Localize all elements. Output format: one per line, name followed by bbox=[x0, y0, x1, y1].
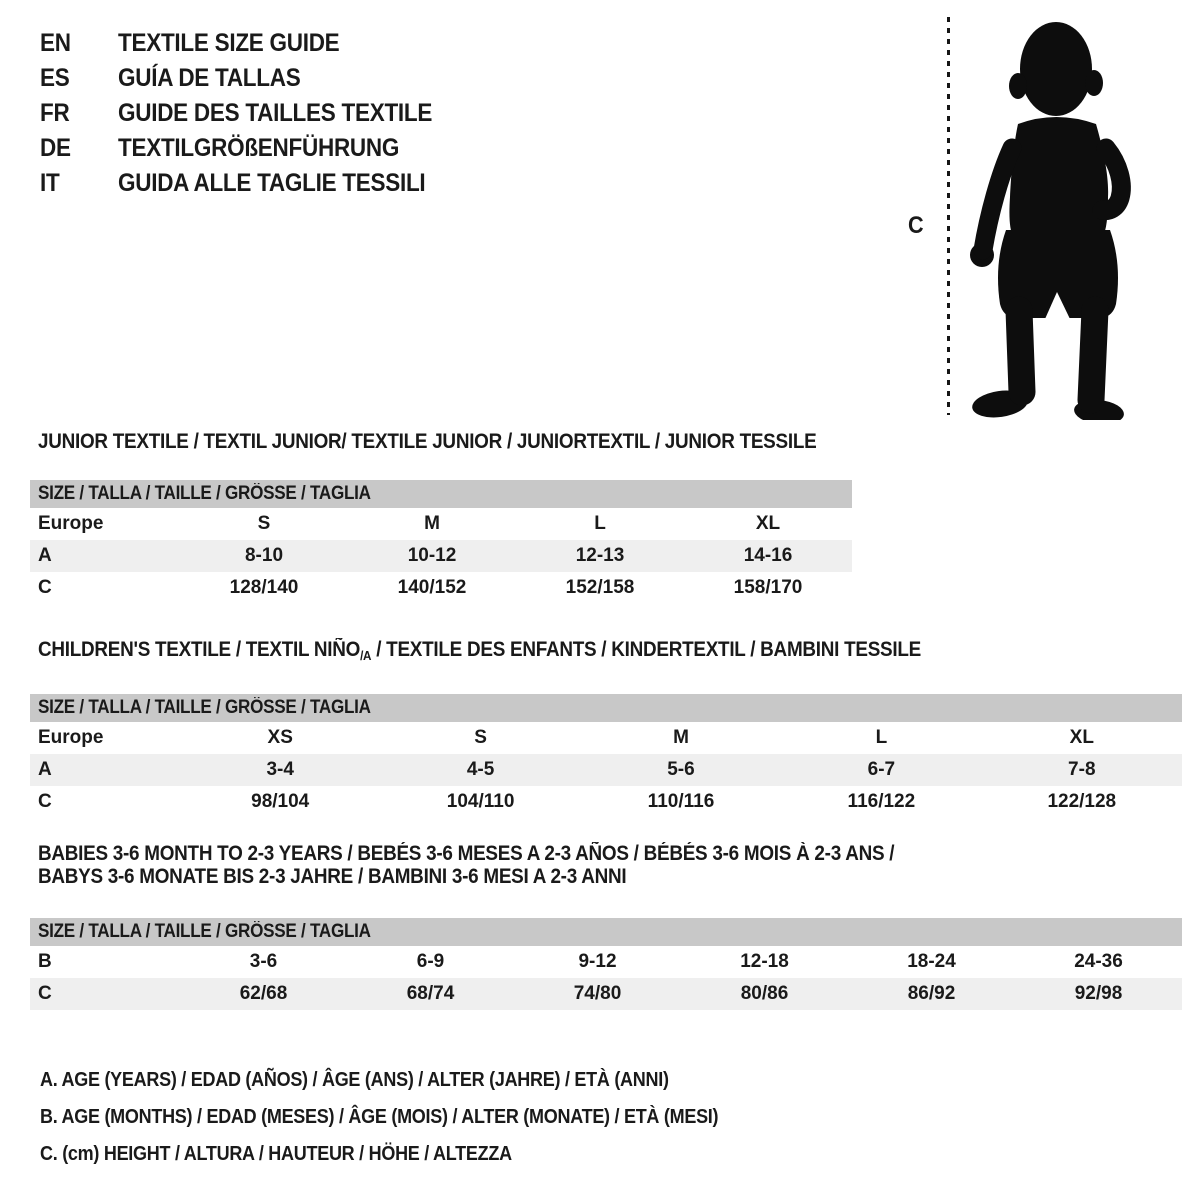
table-cell: 24-36 bbox=[1074, 951, 1123, 972]
section-children-textile bbox=[30, 638, 1182, 818]
size-header-label: SIZE / TALLA / TAILLE / GRÖSSE / TAGLIA bbox=[38, 921, 371, 942]
table-cell: 80/86 bbox=[740, 983, 789, 1004]
size-header-bar bbox=[30, 694, 1182, 722]
language-row-es bbox=[40, 61, 467, 96]
legend bbox=[40, 1062, 794, 1173]
size-header-bar bbox=[30, 480, 852, 508]
table-cell: 6-9 bbox=[416, 951, 445, 972]
table-row bbox=[30, 786, 1182, 818]
table-row bbox=[30, 946, 1182, 978]
table-cell: 128/140 bbox=[229, 577, 299, 598]
language-list bbox=[40, 26, 467, 201]
language-code: DE bbox=[40, 134, 71, 162]
table-row bbox=[30, 540, 852, 572]
section-heading-line1: BABIES 3-6 MONTH TO 2-3 YEARS / BEBÉS 3-6 MESES A 2-3 AÑOS / BÉBÉS 3-6 MOIS À 2-3 ANS / bbox=[38, 842, 895, 865]
table-cell: 12-13 bbox=[575, 545, 625, 566]
table-cell: 140/152 bbox=[397, 577, 467, 598]
table-cell: 158/170 bbox=[733, 577, 803, 598]
table-cell: L bbox=[875, 727, 888, 748]
table-cell: 12-18 bbox=[740, 951, 789, 972]
children-size-table bbox=[30, 722, 1182, 818]
table-cell: 122/128 bbox=[1047, 791, 1117, 812]
legend-line-c: C. (cm) HEIGHT / ALTURA / HAUTEUR / HÖHE / ALTEZZA bbox=[40, 1143, 512, 1165]
table-row bbox=[30, 722, 1182, 754]
table-cell: 5-6 bbox=[667, 759, 695, 780]
section-babies-textile bbox=[30, 842, 1182, 1010]
section-junior-textile bbox=[30, 430, 852, 604]
table-cell: 6-7 bbox=[867, 759, 896, 780]
table-cell: 14-16 bbox=[743, 545, 793, 566]
section-heading: CHILDREN'S TEXTILE / TEXTIL NIÑO/A / TEXTILE DES ENFANTS / KINDERTEXTIL / BAMBINI TESSILE bbox=[38, 638, 921, 663]
language-title: TEXTILGRÖßENFÜHRUNG bbox=[118, 134, 400, 162]
section-heading: JUNIOR TEXTILE / TEXTIL JUNIOR/ TEXTILE JUNIOR / JUNIORTEXTIL / JUNIOR TESSILE bbox=[38, 430, 817, 453]
babies-size-table bbox=[30, 946, 1182, 1010]
language-code: FR bbox=[40, 99, 70, 127]
table-cell: 3-6 bbox=[249, 951, 278, 972]
toddler-silhouette-icon bbox=[958, 12, 1158, 420]
table-cell: M bbox=[424, 513, 440, 534]
table-cell: 110/116 bbox=[647, 791, 715, 812]
table-cell: 10-12 bbox=[407, 545, 457, 566]
language-code: EN bbox=[40, 29, 71, 57]
table-cell: 92/98 bbox=[1074, 983, 1123, 1004]
table-cell: 4-5 bbox=[466, 759, 495, 780]
row-label: Europe bbox=[38, 513, 104, 534]
section-heading-line2: BABYS 3-6 MONATE BIS 2-3 JAHRE / BAMBINI 3-6 MESI A 2-3 ANNI bbox=[38, 865, 627, 888]
junior-size-table bbox=[30, 508, 852, 604]
table-cell: 74/80 bbox=[573, 983, 622, 1004]
table-row bbox=[30, 754, 1182, 786]
row-label: A bbox=[38, 545, 52, 566]
table-cell: XL bbox=[1069, 727, 1094, 748]
table-cell: XL bbox=[755, 513, 781, 534]
size-header-label: SIZE / TALLA / TAILLE / GRÖSSE / TAGLIA bbox=[38, 697, 371, 718]
table-cell: 86/92 bbox=[907, 983, 956, 1004]
table-cell: XS bbox=[267, 727, 293, 748]
table-cell: 3-4 bbox=[266, 759, 294, 780]
size-header-bar bbox=[30, 918, 1182, 946]
row-label: C bbox=[38, 791, 52, 812]
table-cell: M bbox=[673, 727, 689, 748]
table-cell: 68/74 bbox=[406, 983, 455, 1004]
height-measure-label: C bbox=[908, 212, 924, 239]
legend-line-b: B. AGE (MONTHS) / EDAD (MESES) / ÂGE (MOIS) / ALTER (MONATE) / ETÀ (MESI) bbox=[40, 1106, 719, 1128]
row-label: A bbox=[38, 759, 52, 780]
language-title: GUIDA ALLE TAGLIE TESSILI bbox=[118, 169, 426, 197]
table-row bbox=[30, 572, 852, 604]
row-label: C bbox=[38, 983, 52, 1004]
table-row bbox=[30, 978, 1182, 1010]
table-cell: 62/68 bbox=[239, 983, 288, 1004]
language-row-fr bbox=[40, 96, 467, 131]
legend-line-a: A. AGE (YEARS) / EDAD (AÑOS) / ÂGE (ANS) / ALTER (JAHRE) / ETÀ (ANNI) bbox=[40, 1069, 669, 1091]
language-code: ES bbox=[40, 64, 70, 92]
language-title: GUÍA DE TALLAS bbox=[118, 64, 301, 92]
height-measure-dashed-line bbox=[947, 17, 950, 415]
table-cell: 7-8 bbox=[1068, 759, 1096, 780]
language-row-en bbox=[40, 26, 467, 61]
language-title: GUIDE DES TAILLES TEXTILE bbox=[118, 99, 433, 127]
row-label: B bbox=[38, 951, 52, 972]
language-code: IT bbox=[40, 169, 60, 197]
table-cell: S bbox=[257, 513, 271, 534]
language-title: TEXTILE SIZE GUIDE bbox=[118, 29, 340, 57]
table-cell: 8-10 bbox=[244, 545, 284, 566]
table-row bbox=[30, 508, 852, 540]
row-label: C bbox=[38, 577, 52, 598]
size-header-label: SIZE / TALLA / TAILLE / GRÖSSE / TAGLIA bbox=[38, 483, 371, 504]
table-cell: 18-24 bbox=[907, 951, 956, 972]
table-cell: S bbox=[474, 727, 487, 748]
row-label: Europe bbox=[38, 727, 104, 748]
language-row-it bbox=[40, 166, 467, 201]
table-cell: 116/122 bbox=[847, 791, 916, 812]
language-row-de bbox=[40, 131, 467, 166]
table-cell: L bbox=[594, 513, 606, 534]
table-cell: 9-12 bbox=[578, 951, 617, 972]
table-cell: 98/104 bbox=[251, 791, 310, 812]
table-cell: 104/110 bbox=[446, 791, 515, 812]
table-cell: 152/158 bbox=[565, 577, 635, 598]
